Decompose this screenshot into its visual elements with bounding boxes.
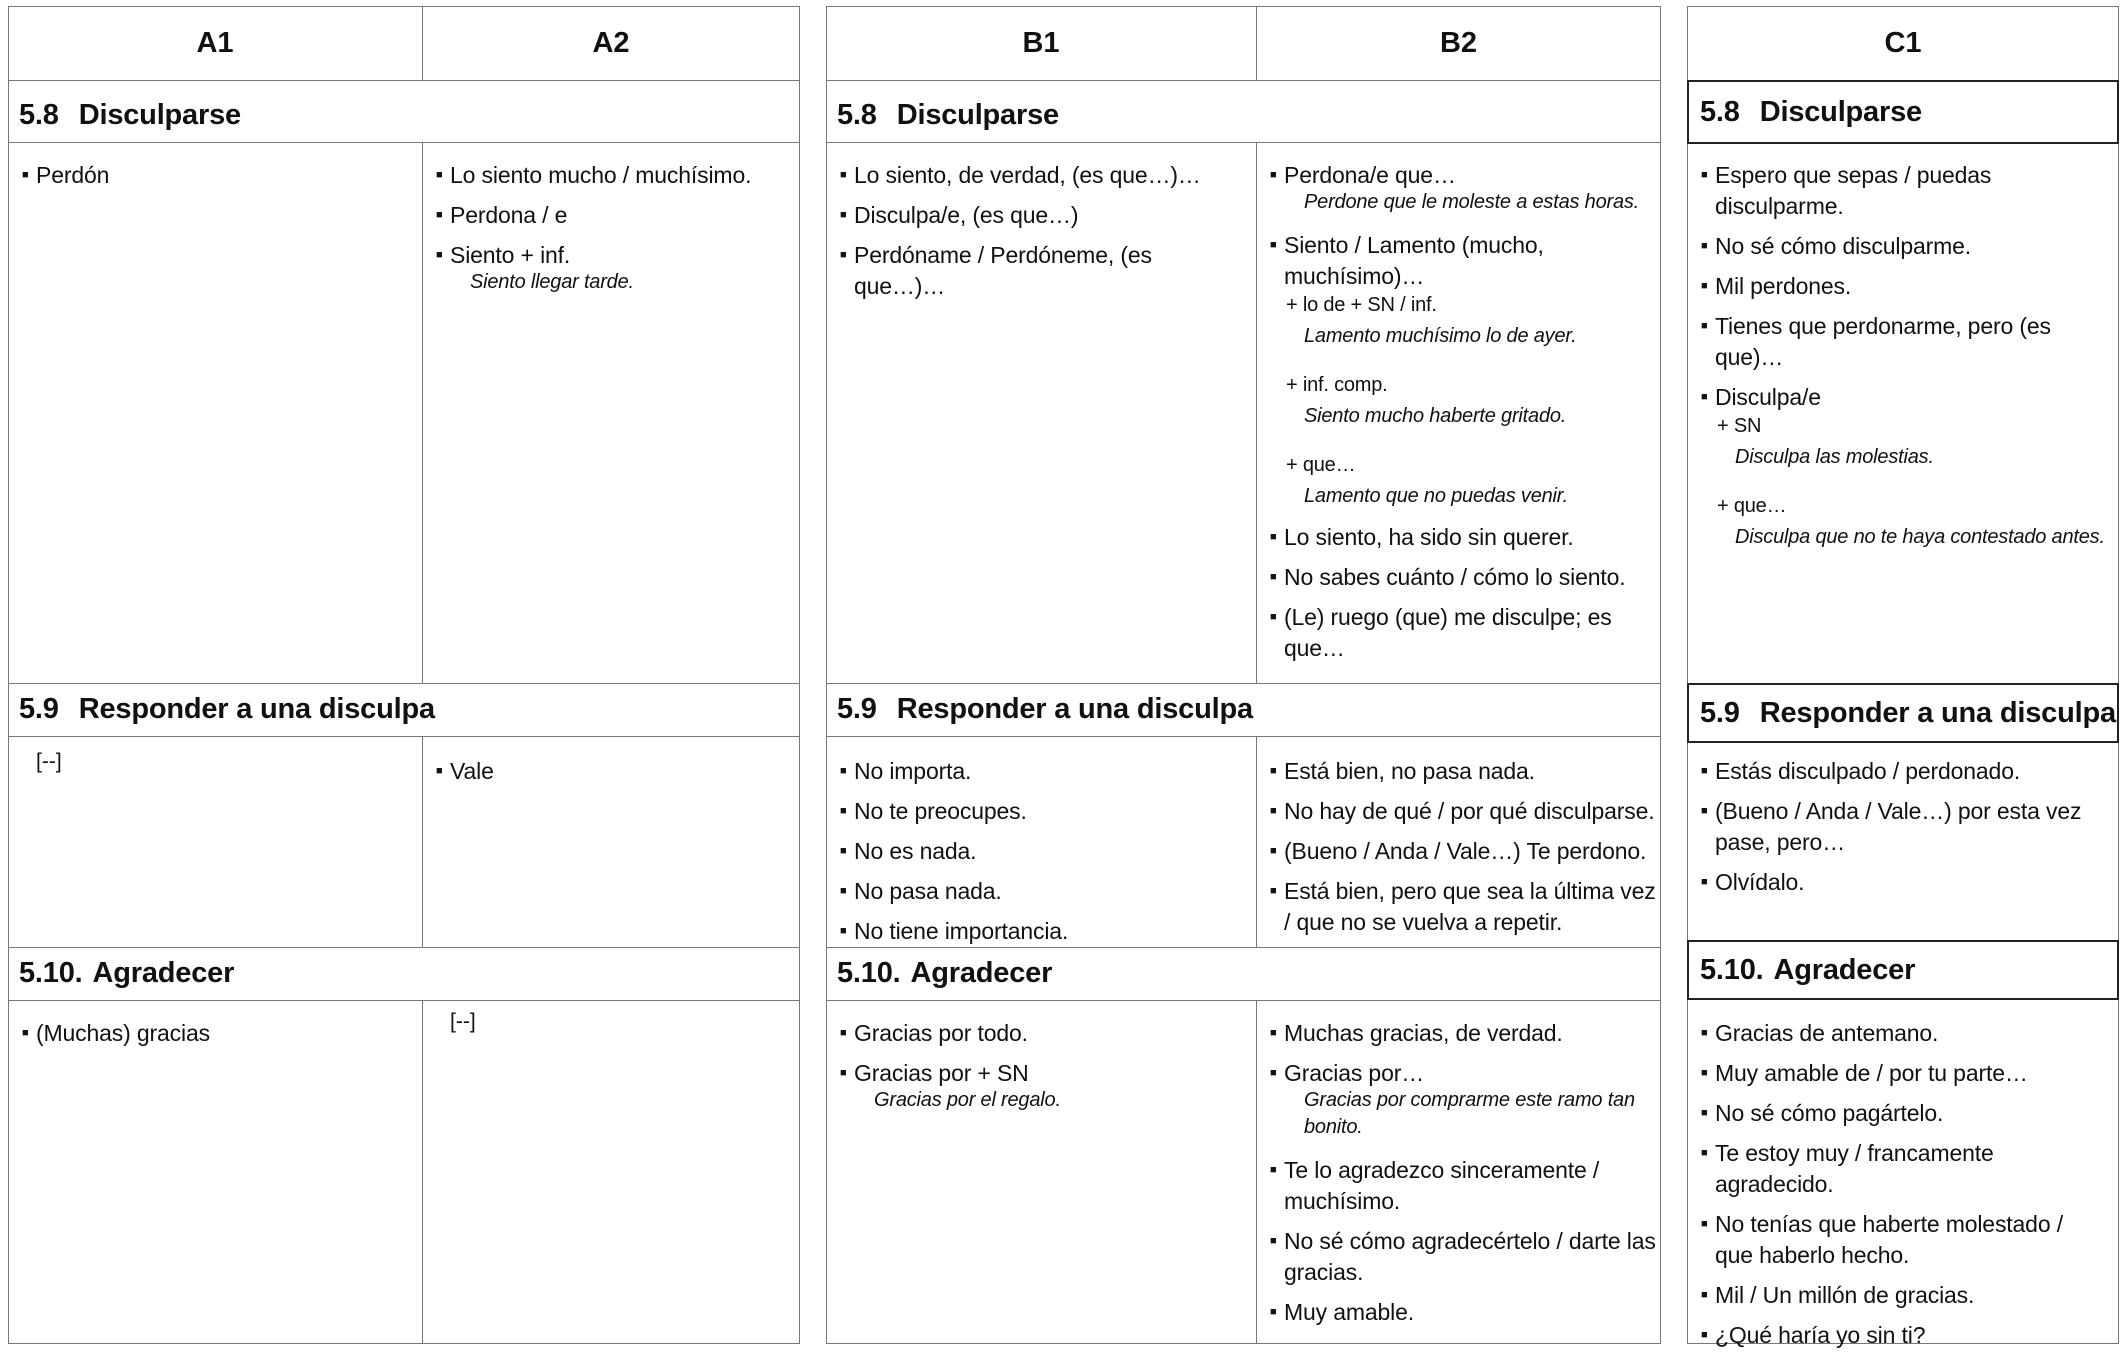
list-item: ■ Espero que sepas / puedas disculparme. <box>1701 160 2115 222</box>
list-item: ■ Mil / Un millón de gracias. <box>1701 1280 2115 1311</box>
section-name: Agradecer <box>92 957 235 989</box>
bullet-icon: ■ <box>840 209 847 221</box>
bullet-icon: ■ <box>1270 1067 1277 1079</box>
bullet-icon: ■ <box>22 169 29 181</box>
list-item: ■ Mil perdones. <box>1701 271 2115 302</box>
list-item: ■ Lo siento, de verdad, (es que…)… <box>840 160 1248 191</box>
example-text: Siento mucho haberte gritado. <box>1304 405 1567 427</box>
example-text: Disculpa que no te haya contestado antes. <box>1735 526 2105 548</box>
bullet-icon: ■ <box>1701 240 1708 252</box>
list-item: ■ Gracias de antemano. <box>1701 1018 2115 1049</box>
list-item: ■ No sé cómo agradecértelo / darte las gracias. <box>1270 1226 1657 1288</box>
section-name: Agradecer <box>910 957 1053 989</box>
section-title-5-8 <box>1687 80 2119 144</box>
list-item: ■ Perdóname / Perdóneme, (es que…)… <box>840 240 1248 302</box>
example-text: Lamento que no puedas venir. <box>1304 485 1568 507</box>
list-item: ■ No hay de qué / por qué disculparse. <box>1270 796 1657 827</box>
bullet-icon: ■ <box>1701 1289 1708 1301</box>
list-item: ■ Tienes que perdonarme, pero (es que)… <box>1701 311 2115 373</box>
list-item: ■ Está bien, no pasa nada. <box>1270 756 1657 787</box>
bullet-icon: ■ <box>1701 280 1708 292</box>
bullet-icon: ■ <box>1701 765 1708 777</box>
cell-5-10-a1 <box>8 1006 422 1058</box>
section-title-5-9 <box>8 683 435 736</box>
list-item: ■ (Bueno / Anda / Vale…) Te perdono. <box>1270 836 1657 867</box>
level-header-a1: A1 <box>196 26 234 59</box>
divider <box>8 1000 800 1001</box>
section-title-5-9 <box>1687 683 2119 743</box>
bullet-icon: ■ <box>436 209 443 221</box>
list-item: ■ Perdón <box>22 160 414 191</box>
sub-pattern: + que… <box>1286 454 1356 476</box>
bullet-icon: ■ <box>1701 391 1708 403</box>
sub-pattern: + inf. comp. <box>1286 374 1388 396</box>
section-name: Responder a una disculpa <box>78 693 435 725</box>
example-text: Gracias por comprarme este ramo tan bonito. <box>1304 1089 1635 1138</box>
list-item: ■ (Muchas) gracias <box>22 1018 414 1049</box>
bullet-icon: ■ <box>840 805 847 817</box>
bullet-icon: ■ <box>1701 805 1708 817</box>
bullet-icon: ■ <box>436 765 443 777</box>
list-item: ■ Gracias por… <box>1270 1058 1657 1089</box>
bullet-icon: ■ <box>1701 1027 1708 1039</box>
bullet-icon: ■ <box>1701 876 1708 888</box>
list-item: ■ Siento + inf. <box>436 240 792 271</box>
example-text: Gracias por el regalo. <box>874 1089 1061 1111</box>
cell-5-10-c1 <box>1687 1006 2119 1360</box>
section-name: Disculparse <box>78 98 241 131</box>
cell-5-9-c1 <box>1687 744 2119 907</box>
bullet-icon: ■ <box>1270 1164 1277 1176</box>
list-item: ■ Gracias por + SN <box>840 1058 1248 1089</box>
divider <box>8 80 800 81</box>
empty-marker: [--] <box>36 750 62 773</box>
list-item: ■ Muy amable. <box>1270 1297 1657 1328</box>
level-header-a2: A2 <box>592 26 630 59</box>
bullet-icon: ■ <box>1701 320 1708 332</box>
divider <box>422 1000 423 1344</box>
bullet-icon: ■ <box>1270 571 1277 583</box>
section-title-5-10 <box>1687 940 2119 1000</box>
list-item: ■ No es nada. <box>840 836 1248 867</box>
cell-5-8-a2 <box>422 148 800 305</box>
cell-5-10-b1 <box>826 1006 1256 1123</box>
divider <box>8 736 800 737</box>
empty-marker: [--] <box>450 1010 476 1033</box>
divider <box>826 80 1661 81</box>
bullet-icon: ■ <box>1701 1218 1708 1230</box>
panel-c <box>1687 6 2119 1348</box>
list-item: ■ No sé cómo pagártelo. <box>1701 1098 2115 1129</box>
section-number: 5.8 <box>837 98 877 131</box>
bullet-icon: ■ <box>436 249 443 261</box>
bullet-icon: ■ <box>436 169 443 181</box>
list-item: ■ No sabes cuánto / cómo lo siento. <box>1270 562 1657 593</box>
bullet-icon: ■ <box>840 765 847 777</box>
list-item: ■ (Le) ruego (que) me disculpe; es que… <box>1270 602 1657 664</box>
section-number: 5.10. <box>19 957 83 989</box>
list-item: ■ Está bien, pero que sea la última vez / que no se vuelva a repetir. <box>1270 876 1657 938</box>
bullet-icon: ■ <box>1270 765 1277 777</box>
section-title-5-10 <box>826 947 1052 1000</box>
bullet-icon: ■ <box>1701 1067 1708 1079</box>
panel-b <box>826 6 1661 1344</box>
section-title-5-9 <box>826 683 1253 736</box>
level-header-b2: B2 <box>1439 26 1478 59</box>
bullet-icon: ■ <box>1270 805 1277 817</box>
cell-5-10-b2 <box>1256 1006 1661 1337</box>
list-item: ■ Vale <box>436 756 792 787</box>
list-item: ■ No tenías que haberte molestado / que haberlo hecho. <box>1701 1209 2115 1271</box>
list-item: ■ Lo siento mucho / muchísimo. <box>436 160 792 191</box>
list-item: ■ No importa. <box>840 756 1248 787</box>
section-title-5-8 <box>826 86 1059 144</box>
cell-5-9-b1 <box>826 744 1256 956</box>
bullet-icon: ■ <box>1270 885 1277 897</box>
example-text: Lamento muchísimo lo de ayer. <box>1304 325 1577 347</box>
section-number: 5.10. <box>1700 953 1764 986</box>
bullet-icon: ■ <box>840 845 847 857</box>
section-number: 5.9 <box>837 693 877 725</box>
section-name: Disculparse <box>1759 95 1922 128</box>
example-text: Siento llegar tarde. <box>470 271 634 293</box>
bullet-icon: ■ <box>1270 845 1277 857</box>
list-item: ■ Muy amable de / por tu parte… <box>1701 1058 2115 1089</box>
list-item: ■ Siento / Lamento (mucho, muchísimo)… <box>1270 230 1657 292</box>
bullet-icon: ■ <box>840 885 847 897</box>
bullet-icon: ■ <box>840 169 847 181</box>
section-number: 5.8 <box>19 98 59 131</box>
divider <box>826 1000 1661 1001</box>
list-item: ■ No sé cómo disculparme. <box>1701 231 2115 262</box>
list-item: ■ Te estoy muy / francamente agradecido. <box>1701 1138 2115 1200</box>
bullet-icon: ■ <box>1270 1306 1277 1318</box>
bullet-icon: ■ <box>1701 1147 1708 1159</box>
cell-5-8-b2 <box>1256 148 1661 673</box>
example-text: Disculpa las molestias. <box>1735 446 1934 468</box>
list-item: ■ No tiene importancia. <box>840 916 1248 947</box>
list-item: ■ Muchas gracias, de verdad. <box>1270 1018 1657 1049</box>
section-number: 5.9 <box>1700 696 1740 729</box>
bullet-icon: ■ <box>22 1027 29 1039</box>
cell-5-9-a1 <box>8 742 422 774</box>
list-item: ■ No te preocupes. <box>840 796 1248 827</box>
bullet-icon: ■ <box>840 925 847 937</box>
bullet-icon: ■ <box>1701 1107 1708 1119</box>
list-item: ■ Te lo agradezco sinceramente / muchísimo. <box>1270 1155 1657 1217</box>
bullet-icon: ■ <box>1270 1027 1277 1039</box>
section-name: Agradecer <box>1773 953 1916 986</box>
bullet-icon: ■ <box>840 1067 847 1079</box>
cell-5-8-c1 <box>1687 148 2119 575</box>
divider <box>826 736 1661 737</box>
bullet-icon: ■ <box>1270 611 1277 623</box>
example-text: Perdone que le moleste a estas horas. <box>1304 191 1640 213</box>
section-title-5-10 <box>8 947 234 1000</box>
cell-5-8-b1 <box>826 148 1256 311</box>
sub-pattern: + lo de + SN / inf. <box>1286 294 1437 316</box>
list-item: ■ Perdona / e <box>436 200 792 231</box>
bullet-icon: ■ <box>1270 531 1277 543</box>
list-item: ■ (Bueno / Anda / Vale…) por esta vez pase, pero… <box>1701 796 2115 858</box>
bullet-icon: ■ <box>840 249 847 261</box>
list-item: ■ Disculpa/e, (es que…) <box>840 200 1248 231</box>
section-name: Responder a una disculpa <box>896 693 1253 725</box>
cell-5-9-b2 <box>1256 744 1661 947</box>
list-item: ■ No pasa nada. <box>840 876 1248 907</box>
list-item: ■ Disculpa/e <box>1701 382 2115 413</box>
bullet-icon: ■ <box>1270 169 1277 181</box>
list-item: ■ Lo siento, ha sido sin querer. <box>1270 522 1657 553</box>
bullet-icon: ■ <box>1270 1235 1277 1247</box>
list-item: ■ Gracias por todo. <box>840 1018 1248 1049</box>
sub-pattern: + SN <box>1717 415 1762 437</box>
sub-pattern: + que… <box>1717 495 1787 517</box>
bullet-icon: ■ <box>1701 169 1708 181</box>
section-title-5-8 <box>8 86 241 144</box>
list-item: ■ Perdona/e que… <box>1270 160 1657 191</box>
panel-a <box>8 6 800 1344</box>
cell-5-8-a1 <box>8 148 422 200</box>
level-header-b1: B1 <box>1022 26 1060 59</box>
list-item: ■ ¿Qué haría yo sin ti? <box>1701 1320 2115 1351</box>
level-header-c1: C1 <box>1884 26 1922 59</box>
bullet-icon: ■ <box>840 1027 847 1039</box>
cell-5-10-a2 <box>422 1002 800 1034</box>
list-item: ■ Estás disculpado / perdonado. <box>1701 756 2115 787</box>
section-number: 5.10. <box>837 957 901 989</box>
section-number: 5.8 <box>1700 95 1740 128</box>
section-number: 5.9 <box>19 693 59 725</box>
section-name: Responder a una disculpa <box>1759 696 2116 729</box>
list-item: ■ Olvídalo. <box>1701 867 2115 898</box>
cell-5-9-a2 <box>422 744 800 796</box>
bullet-icon: ■ <box>1270 239 1277 251</box>
bullet-icon: ■ <box>1701 1329 1708 1341</box>
section-name: Disculparse <box>896 98 1059 131</box>
